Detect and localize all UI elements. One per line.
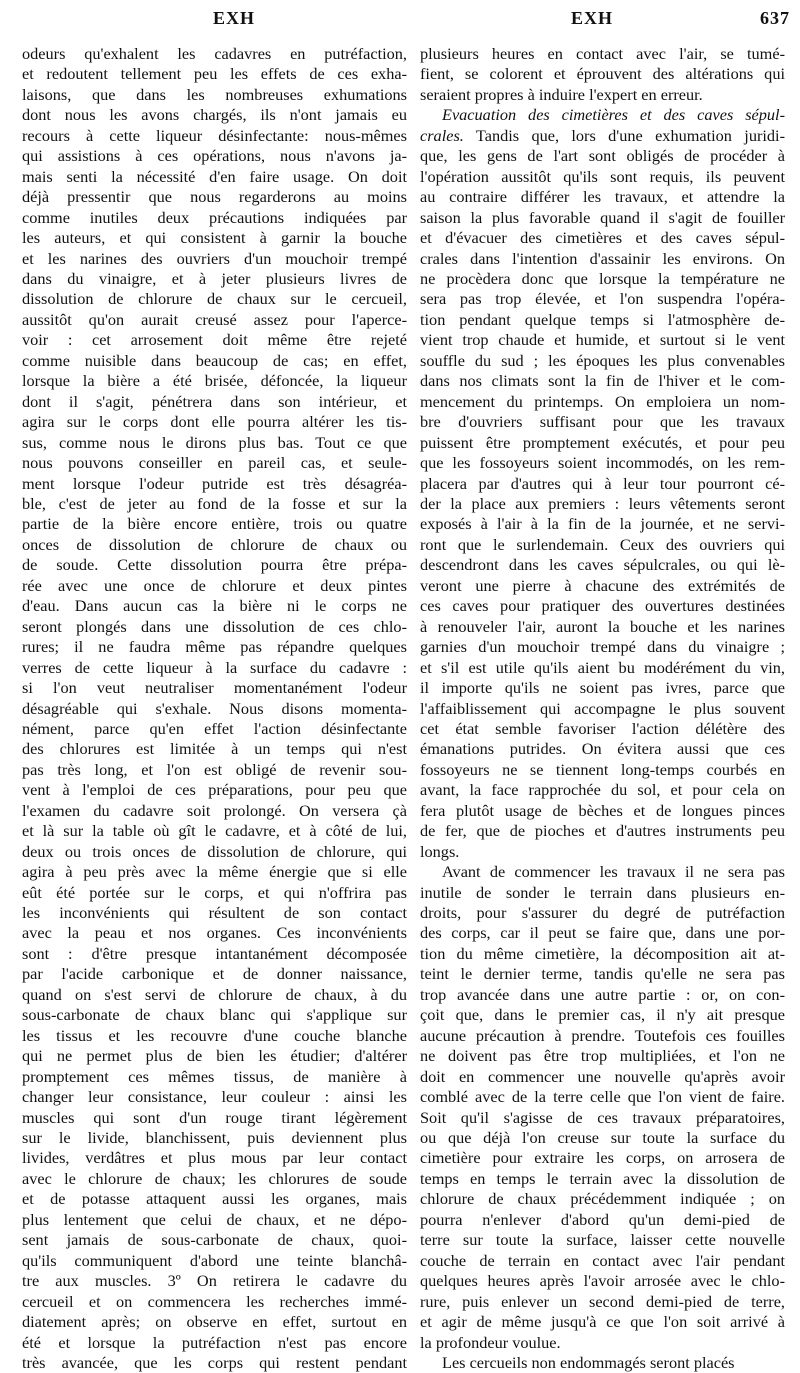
text-line: changer leur consistance, leur couleur : ainsi les	[22, 1087, 407, 1107]
text-line: de soude. Cette dissolution pourra être prépa-	[22, 555, 407, 575]
text-line: ces caves pour pratiquer des ouvertures destinées	[420, 596, 785, 616]
text-line: dans nos climats sont la fin de l'hiver et le com-	[420, 371, 785, 391]
text-line: garnies d'un mouchoir trempé dans du vinaigre ;	[420, 637, 785, 657]
text-line	[420, 105, 785, 125]
text-line: sous-carbonate de chaux blanc qui s'applique sur	[22, 1005, 407, 1025]
text-line: aussitôt qu'on aurait creusé assez pour l'aperce-	[22, 309, 407, 329]
text-line: doit en commencer une nouvelle qu'après avoir	[420, 1066, 785, 1086]
text-line: comblé avec de la terre celle que l'on vient de faire.	[420, 1087, 785, 1107]
text-line: verres de cette liqueur à la surface du cadavre :	[22, 657, 407, 677]
text-line: mencement du printemps. On emploiera un nom-	[420, 391, 785, 411]
text-line: avec le chlorure de chaux; les chlorures de soude	[22, 1168, 407, 1188]
page-number: 637	[760, 8, 790, 28]
text-line: temps en temps le terrain avec la dissolution de	[420, 1168, 785, 1188]
text-line: sur le livide, blanchissent, puis deviennent plus	[22, 1128, 407, 1148]
text-line: nément, parce qu'en effet l'action désinfectante	[22, 718, 407, 738]
running-header	[0, 0, 800, 36]
text-line: dans du vinaigre, et à jeter plusieurs livres de	[22, 268, 407, 288]
text-line: bre d'ouvriers suffisant pour que les travaux	[420, 412, 785, 432]
text-line: descendront dans les caves sépulcrales, ou qui lè-	[420, 555, 785, 575]
text-line: avant, la face rapprochée du sol, et pour cela on	[420, 780, 785, 800]
text-line: odeurs qu'exhalent les cadavres en putréfaction,	[22, 44, 407, 63]
text-line: saison la plus favorable quand il s'agit de fouiller	[420, 207, 785, 227]
text-line: ment lorsque l'odeur putride est très désagréa-	[22, 473, 407, 493]
text-line: crales dans l'intention d'assainir les environs. On	[420, 248, 785, 268]
text-line: longs.	[420, 841, 460, 861]
text-line: la profondeur voulue.	[420, 1332, 561, 1352]
section-first-line: Tandis que, lors d'une exhumation juridi-	[463, 125, 785, 145]
text-line: deux ou trois onces de dissolution de chlorure, qui	[22, 841, 407, 861]
text-line: par l'acide carbonique et de donner naissance,	[22, 964, 407, 984]
text-line: partie de la bière encore entière, trois ou quatre	[22, 514, 407, 534]
text-line: placera par d'autres qui à leur tour pourront cé-	[420, 473, 785, 493]
text-line: muscles qui sont d'un rouge tirant légèrement	[22, 1107, 407, 1127]
text-line: Soit qu'il s'agisse de ces travaux préparatoires,	[420, 1107, 785, 1127]
text-line: plus lentement que celui de chaux, et ne dépo-	[22, 1209, 407, 1229]
paragraph-continuation	[420, 44, 785, 105]
text-line: cet état semble favoriser l'action délétère des	[420, 718, 785, 738]
text-line: à renouveler l'air, auront la bouche et les narines	[420, 616, 785, 636]
text-line: mais senti la nécessité d'en faire usage. On doit	[22, 166, 407, 186]
text-line: qui ne permet plus de bien les étudier; d'altérer	[22, 1046, 407, 1066]
text-line: fient, se colorent et éprouvent des altérations qui	[420, 64, 785, 84]
text-line: teint le dernier terme, tandis qu'elle ne sera pas	[420, 964, 785, 984]
text-line: nous pouvons conseiller en pareil cas, et seule-	[22, 453, 407, 473]
text-line: comme inutiles deux précautions indiquées par	[22, 207, 407, 227]
text-line: et agir de même jusqu'à ce que l'on soit arrivé à	[420, 1312, 785, 1332]
text-line: souffle du sud ; les époques les plus convenables	[420, 350, 785, 370]
text-line: dont nous les avons chargés, ils n'ont jamais eu	[22, 105, 407, 125]
text-line: les auteurs, et qui consistent à garnir la bouche	[22, 228, 407, 248]
text-line: rure, puis enlever un second demi-pied de terre,	[420, 1291, 785, 1311]
paragraph-cercueils	[420, 1353, 785, 1373]
text-line: plusieurs heures en contact avec l'air, se tumé-	[420, 44, 785, 63]
text-line: inutile de sonder le terrain dans plusieurs en-	[420, 882, 785, 902]
text-line: terre sur toute la surface, laisser cette nouvelle	[420, 1230, 785, 1250]
text-line: les tissus et les recouvre d'une couche blanche	[22, 1025, 407, 1045]
left-column	[22, 44, 407, 1373]
text-line: vient trop chaude et humide, et surtout si le vent	[420, 330, 785, 350]
text-line: dont il s'agit, pénétrera dans son intérieur, et	[22, 391, 407, 411]
text-line: Les cercueils non endommagés seront placés	[442, 1353, 735, 1372]
text-line: de fer, que de pioches et d'autres instruments peu	[420, 821, 785, 841]
text-line: exposés à l'air à la fin de la journée, et ne servi-	[420, 514, 785, 534]
right-column	[420, 44, 785, 1373]
text-line: eût été portée sur le corps, et qui n'offrira pas	[22, 882, 407, 902]
text-line: onces de dissolution de chlorure de chaux ou	[22, 534, 407, 554]
text-line: sera pas trop élevée, et l'on suspendra l'opéra-	[420, 289, 785, 309]
text-line: cimetière pour extraire les corps, on arrosera de	[420, 1148, 785, 1168]
section-title: Evacuation des cimetières et des caves sépul-	[442, 105, 785, 125]
text-line: seront plongés dans une dissolution de ces chlo-	[22, 616, 407, 636]
text-line: pourra n'enlever d'abord qu'un demi-pied de	[420, 1209, 785, 1229]
text-line: recours à cette liqueur désinfectante: nous-mêmes	[22, 125, 407, 145]
text-line: diatement après; on observe en effet, surtout en	[22, 1312, 407, 1332]
text-line: quelques heures après l'avoir arrosée avec le chlo-	[420, 1271, 785, 1291]
text-line: ne procèdera donc que lorsque la température ne	[420, 268, 785, 288]
text-line: lorsque la bière a été brisée, défoncée, la liqueur	[22, 371, 407, 391]
text-line: rures; il ne faudra même pas répandre quelques	[22, 637, 407, 657]
header-word-center: EXH	[571, 8, 614, 28]
text-line: droits, pour s'assurer du degré de putréfaction	[420, 903, 785, 923]
text-line: promptement ces mêmes tissus, de manière à	[22, 1066, 407, 1086]
paragraph-sondage	[420, 862, 785, 1353]
text-line: des chlorures est limitée à un temps qui n'est	[22, 739, 407, 759]
text-line: sont : d'être presque intantanément décomposée	[22, 943, 407, 963]
text-line: sus, comme nous le dirons plus bas. Tout ce que	[22, 432, 407, 452]
text-line: aucune précaution à prendre. Toutefois ces fouilles	[420, 1025, 785, 1045]
text-line: déjà pressentir que nous regarderons au moins	[22, 187, 407, 207]
text-line: ront que le surlendemain. Ceux des ouvriers qui	[420, 534, 785, 554]
text-line: ble, c'est de jeter au fond de la fosse et sur la	[22, 493, 407, 513]
text-line: et là sur la table où gît le cadavre, et à côté de lui,	[22, 821, 407, 841]
text-line: que les fossoyeurs soient incommodés, on les rem-	[420, 453, 785, 473]
text-line: avec la peau et nos organes. Ces inconvénients	[22, 923, 407, 943]
text-line: der la place aux premiers : leurs vêtements seront	[420, 493, 785, 513]
text-line: et s'il est utile qu'ils aient bu modérément du vin,	[420, 657, 785, 677]
text-line: et les narines des ouvriers d'un mouchoir trempé	[22, 248, 407, 268]
text-line: rée avec une once de chlorure et deux pintes	[22, 575, 407, 595]
text-line: les inconvénients qui résultent de son contact	[22, 903, 407, 923]
text-line: cercueil et on commencera les recherches immé-	[22, 1291, 407, 1311]
text-line: et d'évacuer des cimetières et des caves sépul-	[420, 228, 785, 248]
text-line: il importe qu'ils ne soient pas ivres, parce que	[420, 678, 785, 698]
text-line: et de potasse attaquent aussi les organes, mais	[22, 1189, 407, 1209]
text-line: puissent être promptement exécutés, et pour peu	[420, 432, 785, 452]
text-line: si l'on veut neutraliser momentanément l'odeur	[22, 678, 407, 698]
text-line: trop avancée dans une autre partie : or, on con-	[420, 984, 785, 1004]
text-line: agira sur le corps dont elle pourra altérer les tis-	[22, 412, 407, 432]
text-line: dissolution de chlorure de chaux sur le cercueil,	[22, 289, 407, 309]
text-line: que, les gens de l'art sont obligés de procéder à	[420, 146, 785, 166]
text-line: et redoutent tellement peu les effets de ces exha-	[22, 64, 407, 84]
text-line: fossoyeurs ne se tiennent long-temps courbés en	[420, 759, 785, 779]
text-line: ne doivent pas être trop multipliées, et l'on ne	[420, 1046, 785, 1066]
paragraph-evacuation	[420, 105, 785, 862]
text-line: désagréable qui s'exhale. Nous disons momenta-	[22, 698, 407, 718]
text-line: au contraire différer les travaux, et attendre la	[420, 187, 785, 207]
text-line: laisons, que dans les nombreuses exhumations	[22, 84, 407, 104]
text-line: qu'ils communiquent d'abord une teinte blanchâ-	[22, 1250, 407, 1270]
text-line: sent jamais de sous-carbonate de chaux, quoi-	[22, 1230, 407, 1250]
text-line: tre aux muscles. 3º On retirera le cadavre du	[22, 1271, 407, 1291]
text-line: seraient propres à induire l'expert en erreur.	[420, 84, 703, 104]
text-line: l'affaiblissement qui accompagne le plus souvent	[420, 698, 785, 718]
text-line: très avancée, que les corps qui restent pendant	[22, 1353, 407, 1372]
text-line: comme nuisible dans beaucoup de cas; en effet,	[22, 350, 407, 370]
text-line: quand on s'est servi de chlorure de chaux, à du	[22, 984, 407, 1004]
text-line: été et lorsque la putréfaction n'est pas encore	[22, 1332, 407, 1352]
header-word-left: EXH	[213, 8, 256, 28]
text-line: l'examen du cadavre soit prolongé. On versera çà	[22, 800, 407, 820]
text-line: Avant de commencer les travaux il ne sera pas	[442, 862, 785, 882]
text-line: couche de terrain en contact avec l'air pendant	[420, 1250, 785, 1270]
text-line: tion pendant quelque temps si l'atmosphère de-	[420, 309, 785, 329]
text-line: des corps, car il peut se faire que, dans une por-	[420, 923, 785, 943]
text-line: vent à l'emploi de ces préparations, pour peu que	[22, 780, 407, 800]
text-line: tion du même cimetière, la décomposition ait at-	[420, 943, 785, 963]
text-line: chlorure de chaux précédemment indiquée ; on	[420, 1189, 785, 1209]
text-line: veront une pierre à chacune des extrémités de	[420, 575, 785, 595]
text-line: agira à peu près avec la même énergie que si elle	[22, 862, 407, 882]
text-line: pas très long, et l'on est obligé de revenir sou-	[22, 759, 407, 779]
text-line: qui assistions à ces opérations, nous n'avons ja-	[22, 146, 407, 166]
text-line: fera plutôt usage de bèches et de longues pinces	[420, 800, 785, 820]
section-title-cont: crales.	[420, 125, 464, 145]
text-line: çoit que, dans le premier cas, il n'y ait presque	[420, 1005, 785, 1025]
text-line: ou que déjà l'on creuse sur toute la surface du	[420, 1128, 785, 1148]
text-line: voir : cet arrosement doit même être rejeté	[22, 330, 407, 350]
text-line: livides, verdâtres et plus mous par leur contact	[22, 1148, 407, 1168]
text-line: d'eau. Dans aucun cas la bière ni le corps ne	[22, 596, 407, 616]
text-line	[420, 126, 785, 146]
text-line: l'opération aussitôt qu'ils sont requis, ils peuvent	[420, 166, 785, 186]
text-line: émanations putrides. On évitera aussi que ces	[420, 739, 785, 759]
